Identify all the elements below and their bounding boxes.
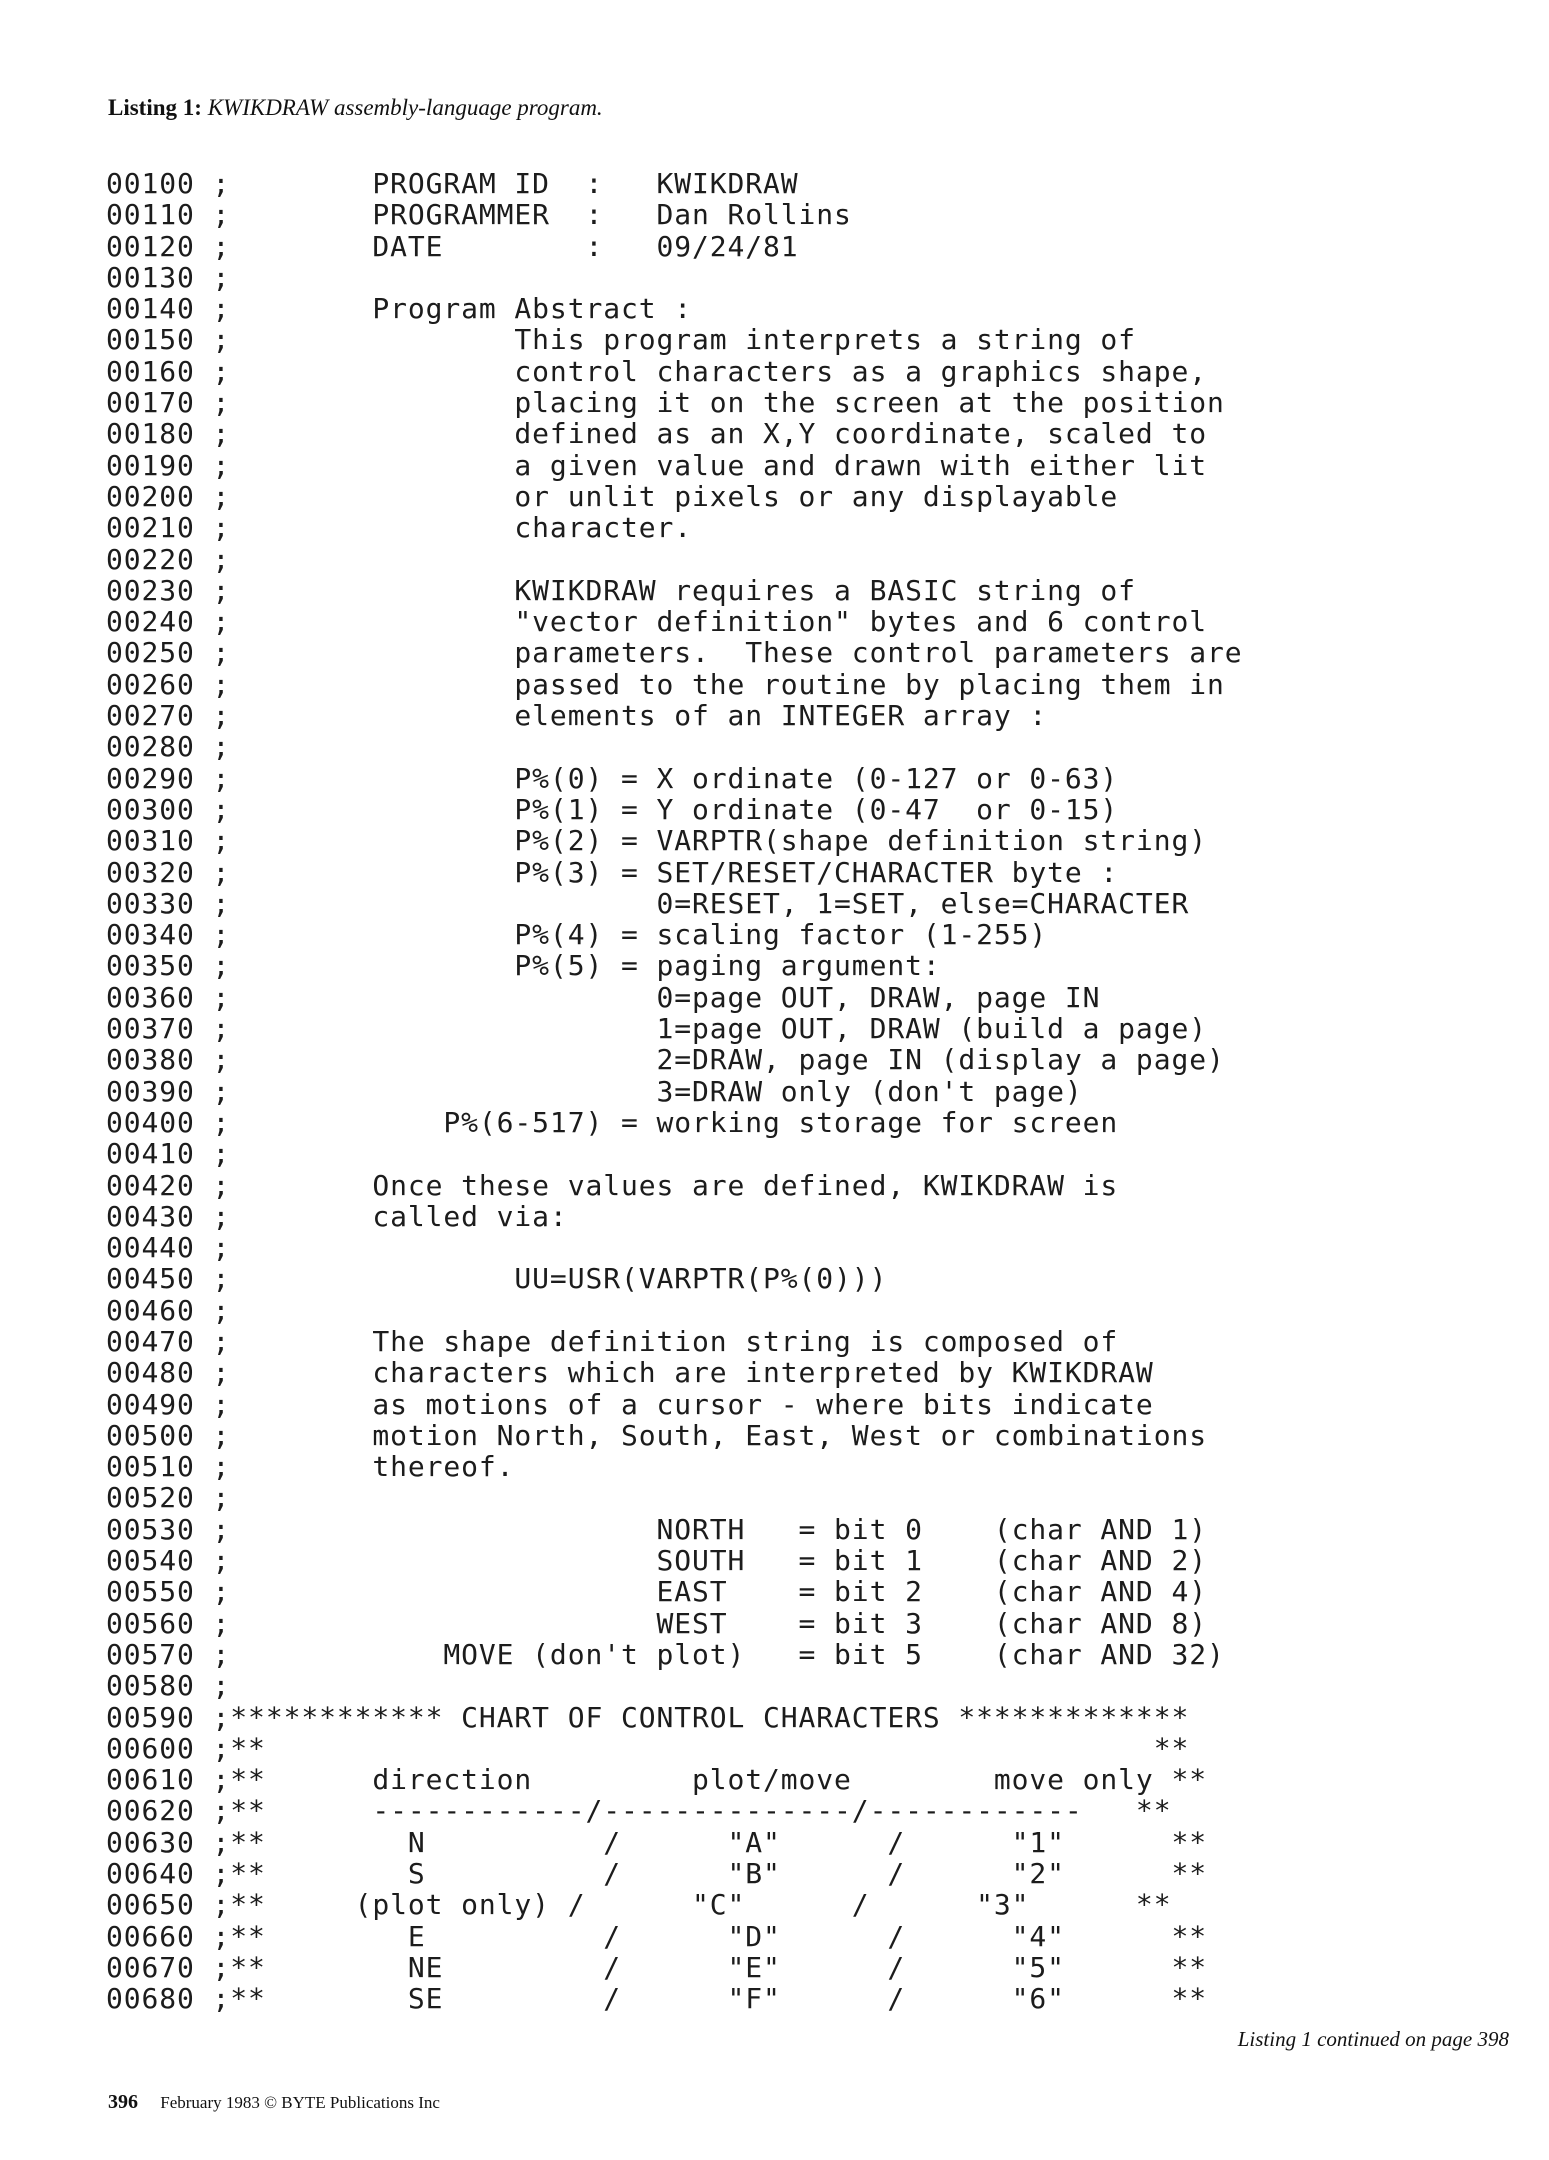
- code-line: 00550 ; EAST = bit 2 (char AND 4): [106, 1575, 1207, 1609]
- code-line: 00610 ;** direction plot/move move only **: [106, 1763, 1207, 1797]
- caption-label: Listing 1:: [108, 95, 202, 120]
- code-line: 00320 ; P%(3) = SET/RESET/CHARACTER byte :: [106, 855, 1119, 889]
- code-line: 00120 ; DATE : 09/24/81: [106, 229, 799, 263]
- code-line: 00400 ; P%(6-517) = working storage for screen: [106, 1105, 1119, 1139]
- code-line: 00130 ;: [106, 260, 231, 294]
- code-line: 00590 ;************ CHART OF CONTROL CHARACTERS *************: [106, 1700, 1190, 1734]
- code-line: 00210 ; character.: [106, 511, 692, 545]
- code-line: 00570 ; MOVE (don't plot) = bit 5 (char AND 32): [106, 1637, 1225, 1671]
- code-line: 00360 ; 0=page OUT, DRAW, page IN: [106, 980, 1101, 1014]
- code-line: 00230 ; KWIKDRAW requires a BASIC string of: [106, 573, 1136, 607]
- code-line: 00150 ; This program interprets a string of: [106, 323, 1136, 357]
- code-line: 00650 ;** (plot only) / "C" / "3" **: [106, 1888, 1172, 1922]
- code-line: 00170 ; placing it on the screen at the position: [106, 386, 1225, 420]
- code-line: 00140 ; Program Abstract :: [106, 292, 692, 326]
- code-line: 00450 ; UU=USR(VARPTR(P%(0))): [106, 1262, 888, 1296]
- code-line: 00340 ; P%(4) = scaling factor (1-255): [106, 918, 1048, 952]
- code-line: 00330 ; 0=RESET, 1=SET, else=CHARACTER: [106, 886, 1190, 920]
- code-line: 00350 ; P%(5) = paging argument:: [106, 949, 941, 983]
- code-line: 00430 ; called via:: [106, 1199, 568, 1233]
- code-line: 00560 ; WEST = bit 3 (char AND 8): [106, 1606, 1207, 1640]
- code-line: 00410 ;: [106, 1137, 231, 1171]
- code-line: 00370 ; 1=page OUT, DRAW (build a page): [106, 1012, 1207, 1046]
- code-line: 00180 ; defined as an X,Y coordinate, scaled to: [106, 417, 1207, 451]
- caption-text: KWIKDRAW assembly-language program.: [207, 95, 603, 120]
- code-line: 00660 ;** E / "D" / "4" **: [106, 1919, 1207, 1953]
- code-line: 00420 ; Once these values are defined, KWIKDRAW is: [106, 1168, 1119, 1202]
- code-line: 00100 ; PROGRAM ID : KWIKDRAW: [106, 167, 799, 200]
- code-line: 00530 ; NORTH = bit 0 (char AND 1): [106, 1512, 1207, 1546]
- code-line: 00630 ;** N / "A" / "1" **: [106, 1825, 1207, 1859]
- code-line: 00440 ;: [106, 1231, 231, 1265]
- code-line: 00580 ;: [106, 1669, 231, 1703]
- code-line: 00190 ; a given value and drawn with either lit: [106, 448, 1207, 482]
- code-line: 00390 ; 3=DRAW only (don't page): [106, 1074, 1083, 1108]
- code-line: 00620 ;** ------------/--------------/------------ **: [106, 1794, 1172, 1828]
- code-line: 00110 ; PROGRAMMER : Dan Rollins: [106, 198, 852, 232]
- code-line: 00240 ; "vector definition" bytes and 6 control: [106, 605, 1207, 639]
- code-line: 00270 ; elements of an INTEGER array :: [106, 699, 1048, 733]
- code-line: 00670 ;** NE / "E" / "5" **: [106, 1950, 1207, 1984]
- code-line: 00460 ;: [106, 1293, 231, 1327]
- code-line: 00520 ;: [106, 1481, 231, 1515]
- code-line: 00600 ;** **: [106, 1731, 1190, 1765]
- code-line: 00540 ; SOUTH = bit 1 (char AND 2): [106, 1544, 1207, 1578]
- continued-note: Listing 1 continued on page 398: [1237, 2027, 1509, 2051]
- code-line: 00250 ; parameters. These control parameters are: [106, 636, 1243, 670]
- code-line: 00480 ; characters which are interpreted by KWIKDRAW: [106, 1356, 1154, 1390]
- code-line: 00510 ; thereof.: [106, 1450, 515, 1484]
- code-line: 00280 ;: [106, 730, 231, 764]
- code-line: 00500 ; motion North, South, East, West or combinations: [106, 1418, 1207, 1452]
- code-line: 00200 ; or unlit pixels or any displayable: [106, 479, 1119, 513]
- code-line: 00300 ; P%(1) = Y ordinate (0-47 or 0-15): [106, 792, 1119, 826]
- code-line: 00470 ; The shape definition string is composed of: [106, 1324, 1119, 1358]
- code-line: 00260 ; passed to the routine by placing them in: [106, 667, 1225, 701]
- code-line: 00220 ;: [106, 542, 231, 576]
- code-listing: [106, 168, 1306, 2015]
- code-line: 00380 ; 2=DRAW, page IN (display a page): [106, 1043, 1225, 1077]
- listing-caption: [108, 95, 603, 121]
- footer-text: February 1983 © BYTE Publications Inc: [160, 2093, 440, 2112]
- code-line: 00290 ; P%(0) = X ordinate (0-127 or 0-63): [106, 761, 1119, 795]
- page-number: 396: [108, 2091, 138, 2113]
- page-footer: [108, 2091, 440, 2114]
- code-line: 00490 ; as motions of a cursor - where bits indicate: [106, 1387, 1154, 1421]
- code-line: 00310 ; P%(2) = VARPTR(shape definition string): [106, 824, 1207, 858]
- code-line: 00680 ;** SE / "F" / "6" **: [106, 1982, 1207, 2016]
- code-line: 00160 ; control characters as a graphics shape,: [106, 354, 1207, 388]
- code-line: 00640 ;** S / "B" / "2" **: [106, 1857, 1207, 1891]
